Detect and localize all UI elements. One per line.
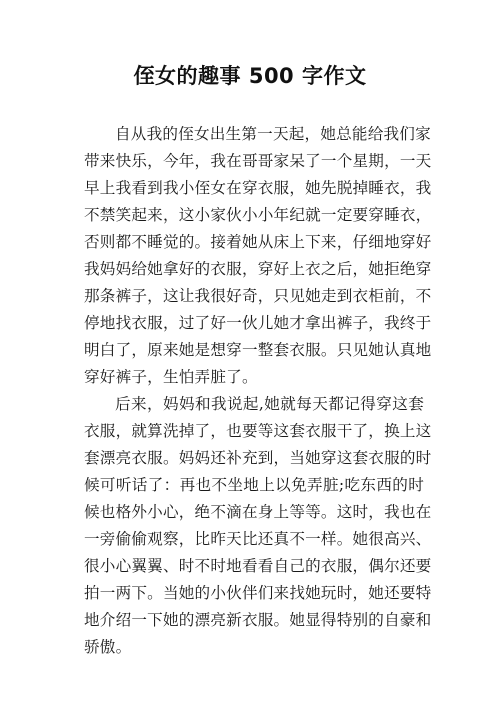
text-line: 否则都不睡觉的。接着她从床上下来，仔细地穿好 xyxy=(84,233,432,251)
text-line: 衣服，就算洗掉了，也要等这套衣服干了，换上这 xyxy=(84,422,432,440)
text-line: 明白了，原来她是想穿一整套衣服。只见她认真地 xyxy=(84,341,432,359)
text-line: 带来快乐，今年，我在哥哥家呆了一个星期，一天 xyxy=(84,152,432,170)
text-line: 候也格外小心，绝不滴在身上等等。这时，我也在 xyxy=(84,503,432,521)
text-line: 早上我看到我小侄女在穿衣服，她先脱掉睡衣，我 xyxy=(84,179,432,197)
essay-title: 侄女的趣事 500 字作文 xyxy=(133,64,367,88)
text-line: 不禁笑起来，这小家伙小小年纪就一定要穿睡衣， xyxy=(84,206,432,224)
text-line: 很小心翼翼、时不时地看看自己的衣服，偶尔还要 xyxy=(84,557,432,575)
text-line: 穿好裤子，生怕弄脏了。 xyxy=(84,368,258,386)
text-line: 骄傲。 xyxy=(84,638,132,656)
text-line: 我妈妈给她拿好的衣服，穿好上衣之后，她拒绝穿 xyxy=(84,260,432,278)
paragraph xyxy=(84,121,432,391)
text-line: 套漂亮衣服。妈妈还补充到，当她穿这套衣服的时 xyxy=(84,449,432,467)
essay-body xyxy=(84,121,432,661)
text-line: 地介绍一下她的漂亮新衣服。她显得特别的自豪和 xyxy=(84,611,432,629)
text-line: 自从我的侄女出生第一天起，她总能给我们家 xyxy=(115,125,431,143)
text-line: 拍一两下。当她的小伙伴们来找她玩时，她还要特 xyxy=(84,584,432,602)
text-line: 停地找衣服，过了好一伙儿她才拿出裤子，我终于 xyxy=(84,314,432,332)
text-line: 那条裤子，这让我很好奇，只见她走到衣柜前，不 xyxy=(84,287,432,305)
paragraph xyxy=(84,391,432,661)
text-line: 后来，妈妈和我说起,她就每天都记得穿这套 xyxy=(115,395,424,413)
text-line: 候可听话了：再也不坐地上以免弄脏;吃东西的时 xyxy=(84,476,424,494)
text-line: 一旁偷偷观察，比昨天比还真不一样。她很高兴、 xyxy=(84,530,432,548)
